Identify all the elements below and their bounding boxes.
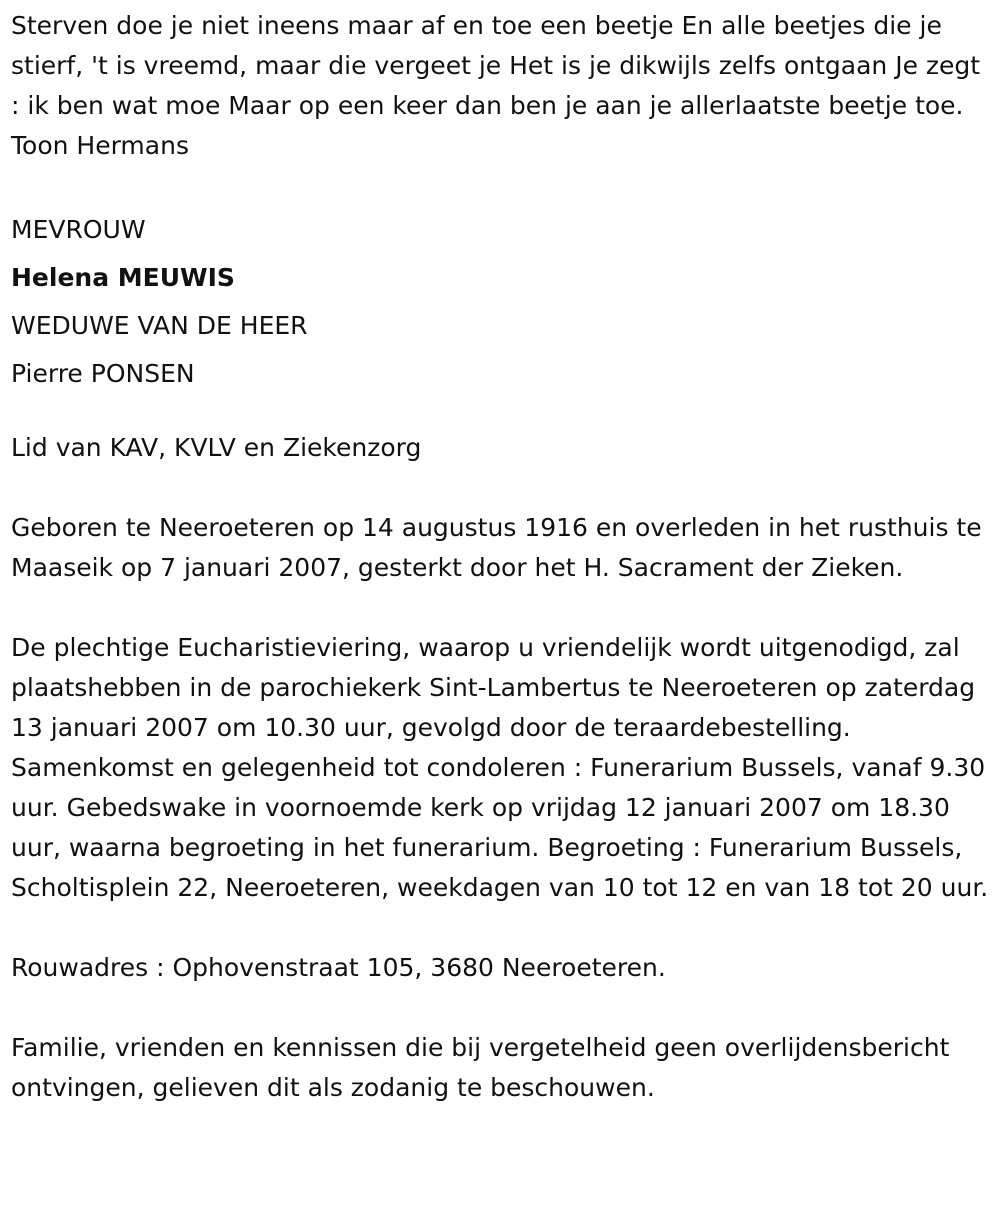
obituary-document bbox=[11, 6, 991, 1108]
closing-paragraph: Familie, vrienden en kennissen die bij vergetelheid geen overlijdensbericht ontvingen, gelieven dit als zodanig te beschouwen. bbox=[11, 1033, 950, 1102]
birth-death-paragraph: Geboren te Neeroeteren op 14 augustus 1916 en overleden in het rusthuis te Maaseik op 7 januari 2007, gesterkt door het H. Sacrament der Zieken. bbox=[11, 513, 982, 582]
ceremony-paragraph: De plechtige Eucharistieviering, waarop u vriendelijk wordt uitgenodigd, zal plaatshebben in de parochiekerk Sint-Lambertus te Neeroeteren op zaterdag 13 januari 2007 om 10.30 uur, gevolgd door de teraardebestelling. Samenkomst en gelegenheid tot condoleren : Funerarium Bussels, vanaf 9.30 uur. Gebedswake in voornoemde kerk op vrijdag 12 januari 2007 om 18.30 uur, waarna begroeting in het funerarium. Begroeting : Funerarium Bussels, Scholtisplein 22, Neeroeteren, weekdagen van 10 tot 12 en van 18 tot 20 uur. bbox=[11, 633, 989, 902]
spacer bbox=[11, 166, 991, 206]
spacer bbox=[11, 988, 991, 1028]
salutation: MEVROUW bbox=[11, 215, 146, 244]
deceased-name: Helena MEUWIS bbox=[11, 263, 235, 292]
spacer bbox=[11, 588, 991, 628]
spouse-name: Pierre PONSEN bbox=[11, 359, 195, 388]
widow-line: WEDUWE VAN DE HEER bbox=[11, 311, 308, 340]
address-line: Rouwadres : Ophovenstraat 105, 3680 Neeroeteren. bbox=[11, 953, 666, 982]
spacer bbox=[11, 398, 991, 428]
membership-line: Lid van KAV, KVLV en Ziekenzorg bbox=[11, 433, 422, 462]
spacer bbox=[11, 908, 991, 948]
spacer bbox=[11, 468, 991, 508]
poem-paragraph: Sterven doe je niet ineens maar af en toe een beetje En alle beetjes die je stierf, 't is vreemd, maar die vergeet je Het is je dikwijls zelfs ontgaan Je zegt : ik ben wat moe Maar op een keer dan ben je aan je allerlaatste beetje toe. Toon Hermans bbox=[11, 11, 981, 160]
